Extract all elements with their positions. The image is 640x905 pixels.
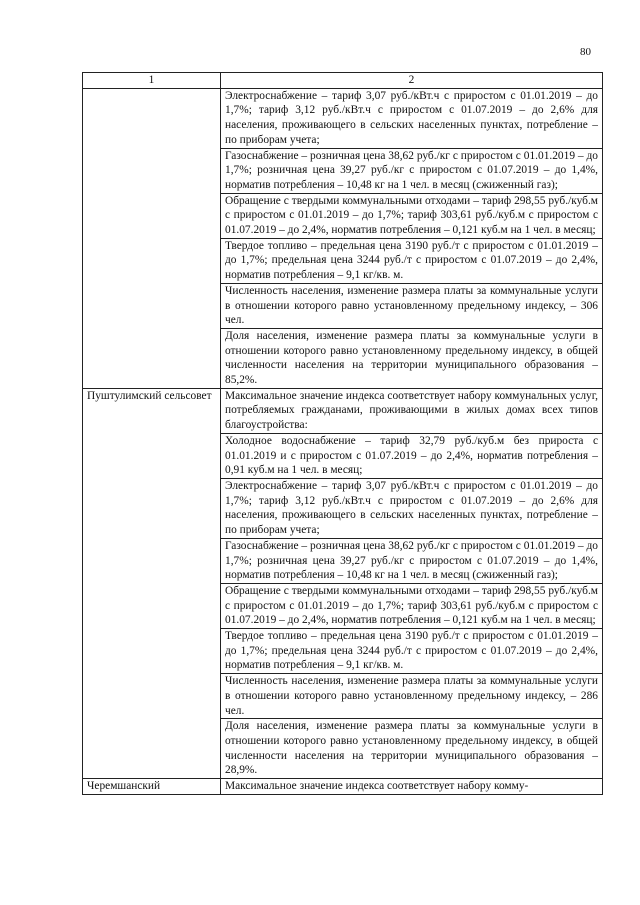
tariff-paragraph: Обращение с твердыми коммунальными отходами – тариф 298,55 руб./куб.м с приростом с 01.01.2019 – до 1,7%; тариф 303,61 руб./куб.м с приростом с 01.07.2019 – до 2,4%, норматив потребления – 0,121 куб.м на 1 чел. в месяц; xyxy=(221,584,602,629)
population-share-paragraph: Доля населения, изменение размера платы за коммунальные услуги в отношении которого равно установленному предельному индексу, в общей численности населения на территории муниципального образования – 28,9%. xyxy=(225,720,598,777)
table-row xyxy=(83,88,603,388)
tariff-paragraph: Электроснабжение – тариф 3,07 руб./кВт.ч с приростом с 01.01.2019 – до 1,7%; тариф 3,12 руб./кВт.ч с приростом с 01.07.2019 – до 2,6% для населения, проживающего в сельских населенных пунктах, потребление – по приборам учета; xyxy=(221,479,602,539)
population-share-paragraph: Доля населения, изменение размера платы за коммунальные услуги в отношении которого равно установленному предельному индексу, в общей численности населения на территории муниципального образования – 85,2%. xyxy=(225,329,598,387)
tariff-paragraph: Холодное водоснабжение – тариф 32,79 руб./куб.м без прироста с 01.01.2019 и с приростом с 01.07.2019 – до 2,4%, норматив потребления – 0,91 куб.м на 1 чел. в месяц; xyxy=(221,434,602,479)
tariff-paragraph: Электроснабжение – тариф 3,07 руб./кВт.ч с приростом с 01.01.2019 – до 1,7%; тариф 3,12 руб./кВт.ч с приростом с 01.07.2019 – до 2,6% для населения, проживающего в сельских населенных пунктах, потребление – по приборам учета; xyxy=(221,89,602,149)
tariff-paragraph: Обращение с твердыми коммунальными отходами – тариф 298,55 руб./куб.м с приростом с 01.01.2019 – до 1,7%; тариф 303,61 руб./куб.м с приростом с 01.07.2019 – до 2,4%, норматив потребления – 0,121 куб.м на 1 чел. в месяц; xyxy=(221,194,602,239)
tariff-paragraph: Газоснабжение – розничная цена 38,62 руб./кг с приростом с 01.01.2019 – до 1,7%; розничная цена 39,27 руб./кг с приростом с 01.07.2019 – до 1,4%, норматив потребления – 10,48 кг на 1 чел. в месяц (сжиженный газ); xyxy=(221,149,602,194)
table-row xyxy=(83,388,603,778)
municipality-name: Пуштулимский сельсовет xyxy=(83,388,221,778)
tariff-description xyxy=(221,388,603,778)
index-description-paragraph: Максимальное значение индекса соответствует набору комму- xyxy=(225,780,529,793)
header-col-2: 2 xyxy=(221,73,603,89)
index-description-paragraph: Максимальное значение индекса соответствует набору коммунальных услуг, потребляемых гражданами, проживающими в жилых домах всех типов благоустройства: xyxy=(221,389,602,434)
tariff-paragraph: Твердое топливо – предельная цена 3190 руб./т с приростом с 01.01.2019 – до 1,7%; предельная цена 3244 руб./т с приростом с 01.07.2019 – до 2,4%, норматив потребления – 9,1 кг/кв. м. xyxy=(221,629,602,674)
tariff-table xyxy=(82,72,603,795)
tariff-description xyxy=(221,779,603,795)
page-number: 80 xyxy=(580,46,591,58)
tariff-paragraph: Твердое топливо – предельная цена 3190 руб./т с приростом с 01.01.2019 – до 1,7%; предельная цена 3244 руб./т с приростом с 01.07.2019 – до 2,4%, норматив потребления – 9,1 кг/кв. м. xyxy=(221,239,602,284)
tariff-paragraph: Газоснабжение – розничная цена 38,62 руб./кг с приростом с 01.01.2019 – до 1,7%; розничная цена 39,27 руб./кг с приростом с 01.07.2019 – до 1,4%, норматив потребления – 10,48 кг на 1 чел. в месяц (сжиженный газ); xyxy=(221,539,602,584)
table-row xyxy=(83,779,603,795)
table-header-row xyxy=(83,73,603,89)
header-col-1: 1 xyxy=(83,73,221,89)
municipality-name: Черемшанский xyxy=(83,779,221,795)
tariff-description xyxy=(221,88,603,388)
population-count-paragraph: Численность населения, изменение размера платы за коммунальные услуги в отношении которого равно установленному предельному индексу, – 286 чел. xyxy=(221,674,602,719)
population-count-paragraph: Численность населения, изменение размера платы за коммунальные услуги в отношении которого равно установленному предельному индексу, – 306 чел. xyxy=(221,284,602,329)
municipality-name xyxy=(83,88,221,388)
